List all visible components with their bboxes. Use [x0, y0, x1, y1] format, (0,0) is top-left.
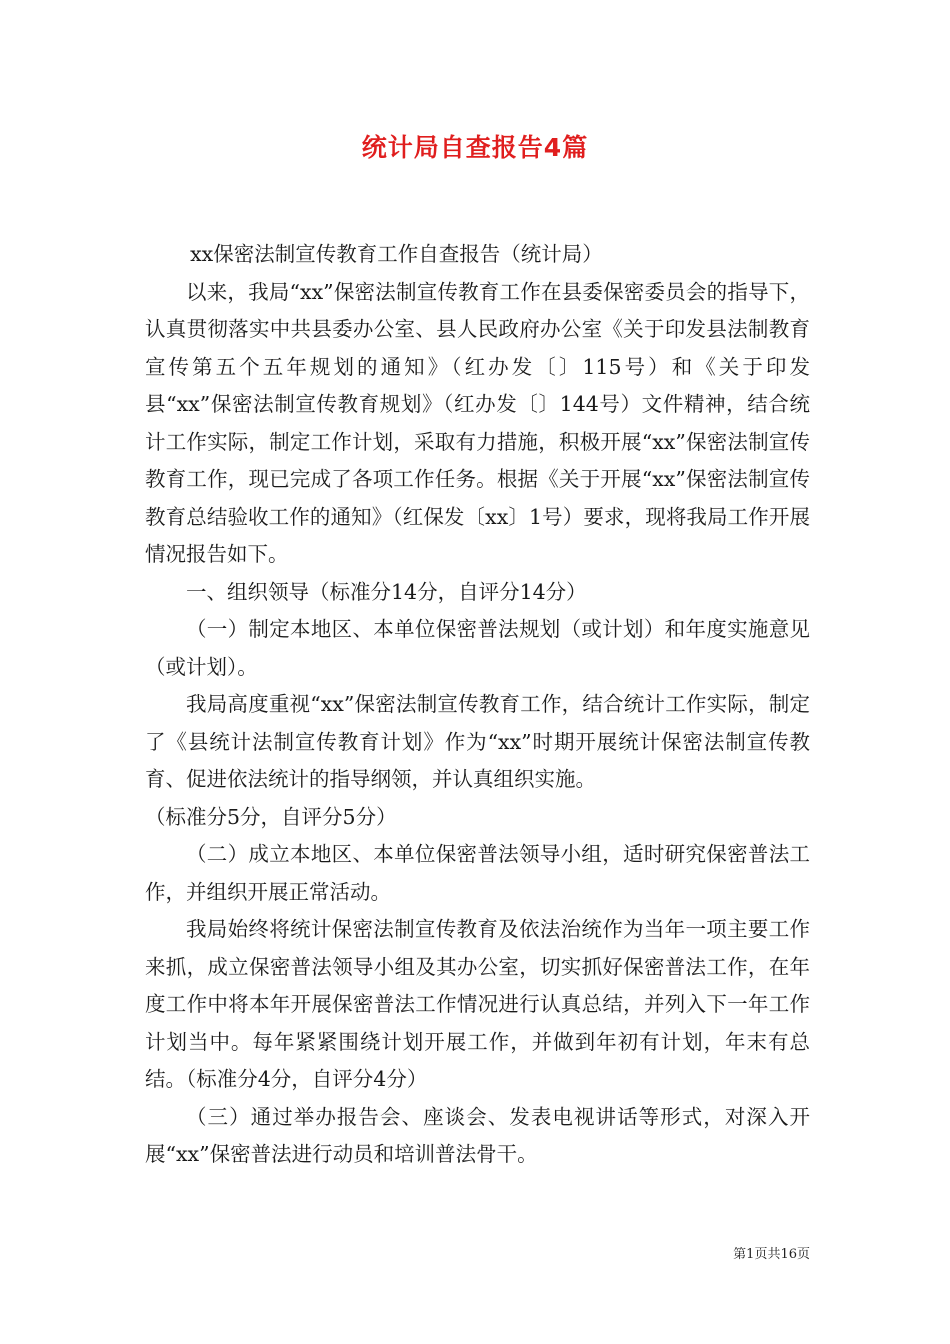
subsection-heading-3: （三）通过举办报告会、座谈会、发表电视讲话等形式，对深入开展“xx”保密普法进行动员和培训普法骨干。 [145, 1104, 810, 1166]
score-note-1: （标准分5分，自评分5分） [145, 804, 397, 829]
document-title: 统计局自查报告4篇 [361, 133, 589, 162]
paragraph-plan: 我局高度重视“xx”保密法制宣传教育工作，结合统计工作实际，制定了《县统计法制宣传教育计划》作为“xx”时期开展统计保密法制宣传教育、促进依法统计的指导纲领，并认真组织实施。 [145, 692, 810, 791]
paragraph-leadership-group: 我局始终将统计保密法制宣传教育及依法治统作为当年一项主要工作来抓，成立保密普法领导小组及其办公室，切实抓好保密普法工作，在年度工作中将本年开展保密普法工作情况进行认真总结，并列入下一年工作计划当中。每年紧紧围绕计划开展工作，并做到年初有计划，年末有总结。（标准分4分，自评分4分） [145, 917, 810, 1091]
paragraph-intro: 以来，我局“xx”保密法制宣传教育工作在县委保密委员会的指导下，认真贯彻落实中共县委办公室、县人民政府办公室《关于印发县法制教育宣传第五个五年规划的通知》（红办发〔〕115号）和《关于印发县“xx”保密法制宣传教育规划》（红办发〔〕144号）文件精神，结合统计工作实际，制定工作计划，采取有力措施，积极开展“xx”保密法制宣传教育工作，现已完成了各项工作任务。根据《关于开展“xx”保密法制宣传教育总结验收工作的通知》（红保发〔xx〕1号）要求，现将我局工作开展情况报告如下。 [145, 279, 810, 566]
section-heading-organization: 一、组织领导（标准分14分，自评分14分） [186, 579, 587, 604]
document-body [145, 236, 810, 1174]
subsection-heading-2: （二）成立本地区、本单位保密普法领导小组，适时研究保密普法工作，并组织开展正常活动。 [145, 842, 810, 904]
page-number: 第1页共16页 [733, 1247, 810, 1262]
subsection-heading-1: （一）制定本地区、本单位保密普法规划（或计划）和年度实施意见（或计划）。 [145, 617, 810, 679]
report-subtitle: xx保密法制宣传教育工作自查报告（统计局） [190, 242, 603, 266]
